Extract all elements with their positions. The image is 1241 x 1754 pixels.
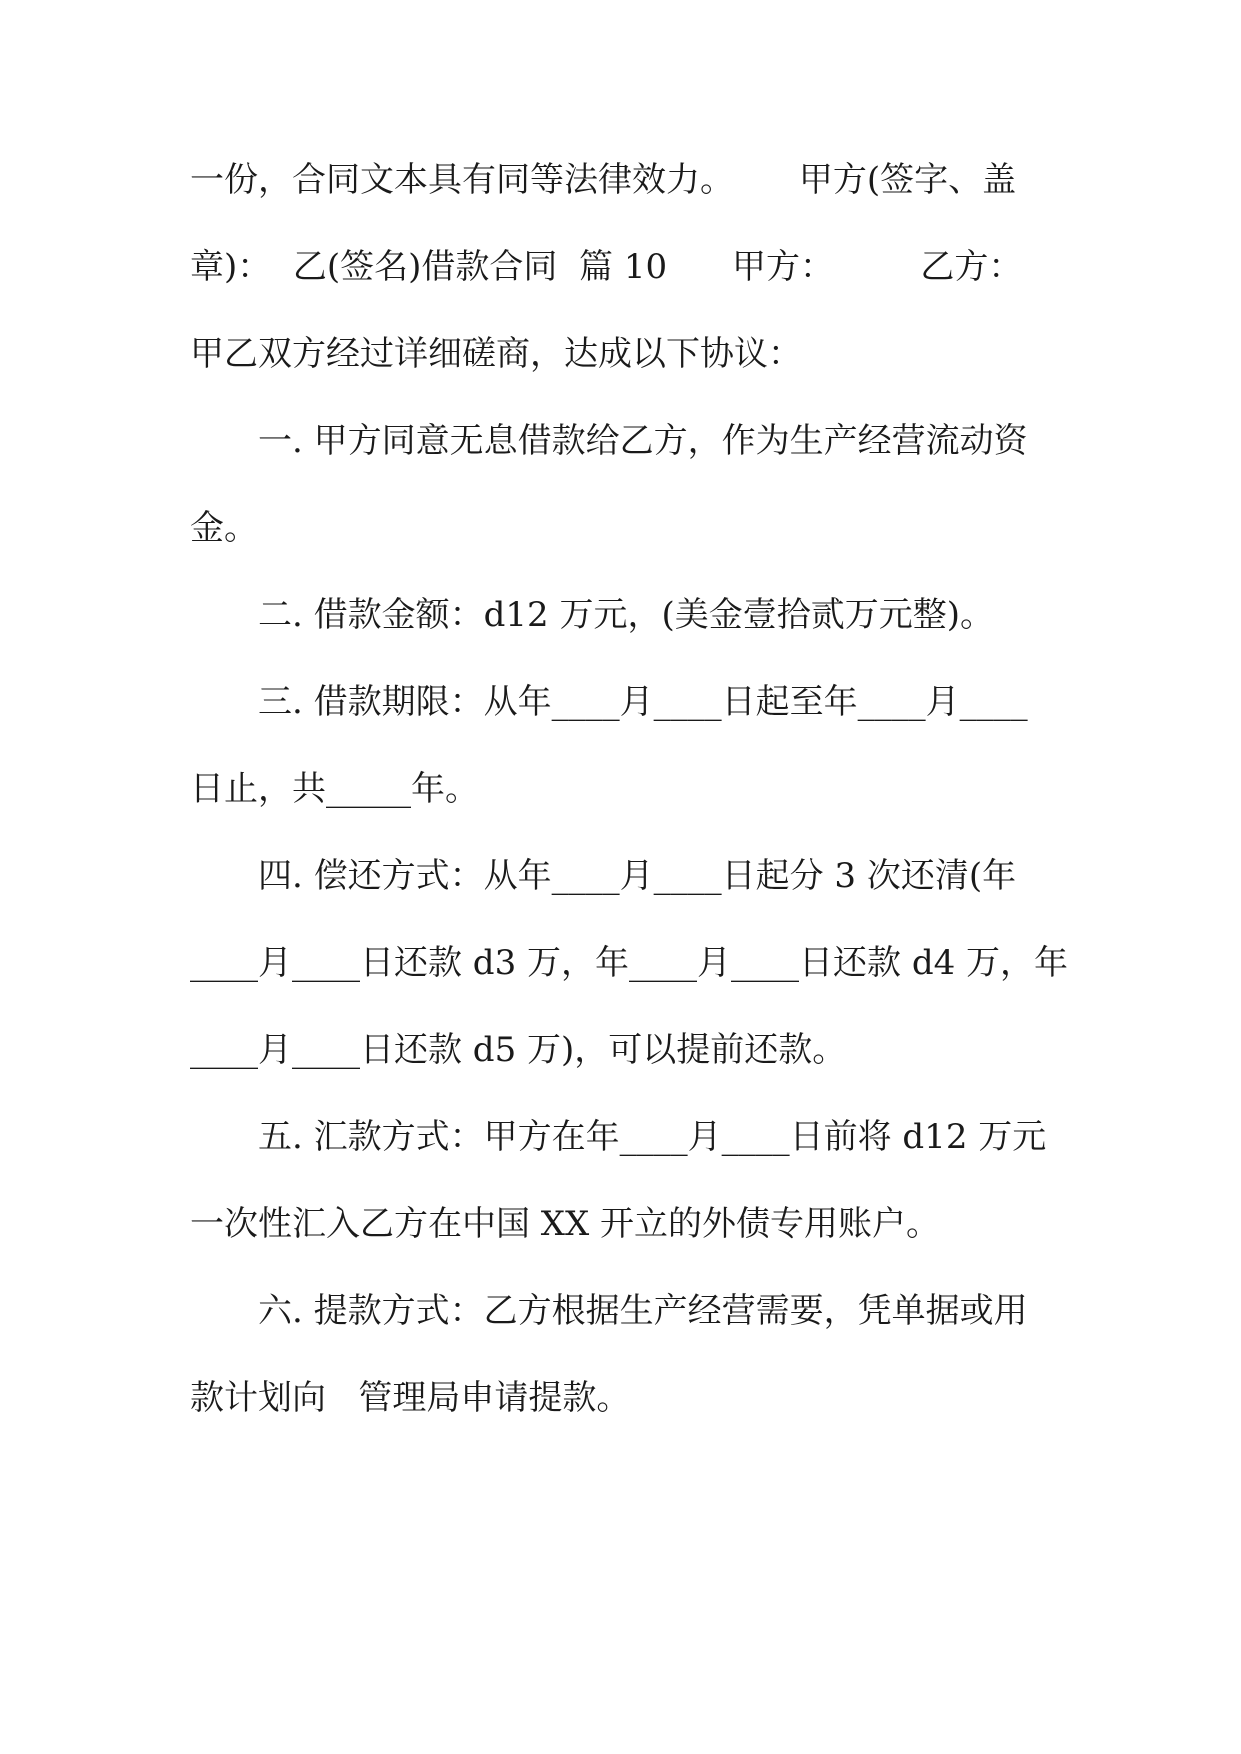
text-line-8: 日止，共_____年。 — [190, 769, 479, 809]
text-line-6: 二. 借款金额：d12 万元，(美金壹拾贰万元整)。 — [258, 595, 994, 635]
text-line-13: 一次性汇入乙方在中国 XX 开立的外债专用账户。 — [190, 1204, 941, 1244]
text-line-12: 五. 汇款方式：甲方在年____月____日前将 d12 万元 — [258, 1117, 1047, 1157]
text-line-9: 四. 偿还方式：从年____月____日起分 3 次还清(年 — [258, 856, 1017, 896]
text-line-2: 章)： 乙(签名)借款合同 篇 10 甲方： 乙方： — [190, 247, 1023, 287]
text-line-10: ____月____日还款 d3 万，年____月____日还款 d4 万，年 — [190, 943, 1069, 983]
text-line-11: ____月____日还款 d5 万)，可以提前还款。 — [190, 1030, 847, 1070]
text-line-1: 一份，合同文本具有同等法律效力。 甲方(签字、盖 — [190, 160, 1017, 200]
text-line-14: 六. 提款方式：乙方根据生产经营需要，凭单据或用 — [258, 1291, 1028, 1331]
text-line-15: 款计划向 管理局申请提款。 — [190, 1378, 631, 1418]
text-line-3: 甲乙双方经过详细磋商，达成以下协议： — [190, 334, 802, 374]
text-line-4: 一. 甲方同意无息借款给乙方，作为生产经营流动资 — [258, 421, 1028, 461]
text-line-5: 金。 — [190, 508, 258, 548]
text-line-7: 三. 借款期限：从年____月____日起至年____月____ — [258, 682, 1028, 722]
